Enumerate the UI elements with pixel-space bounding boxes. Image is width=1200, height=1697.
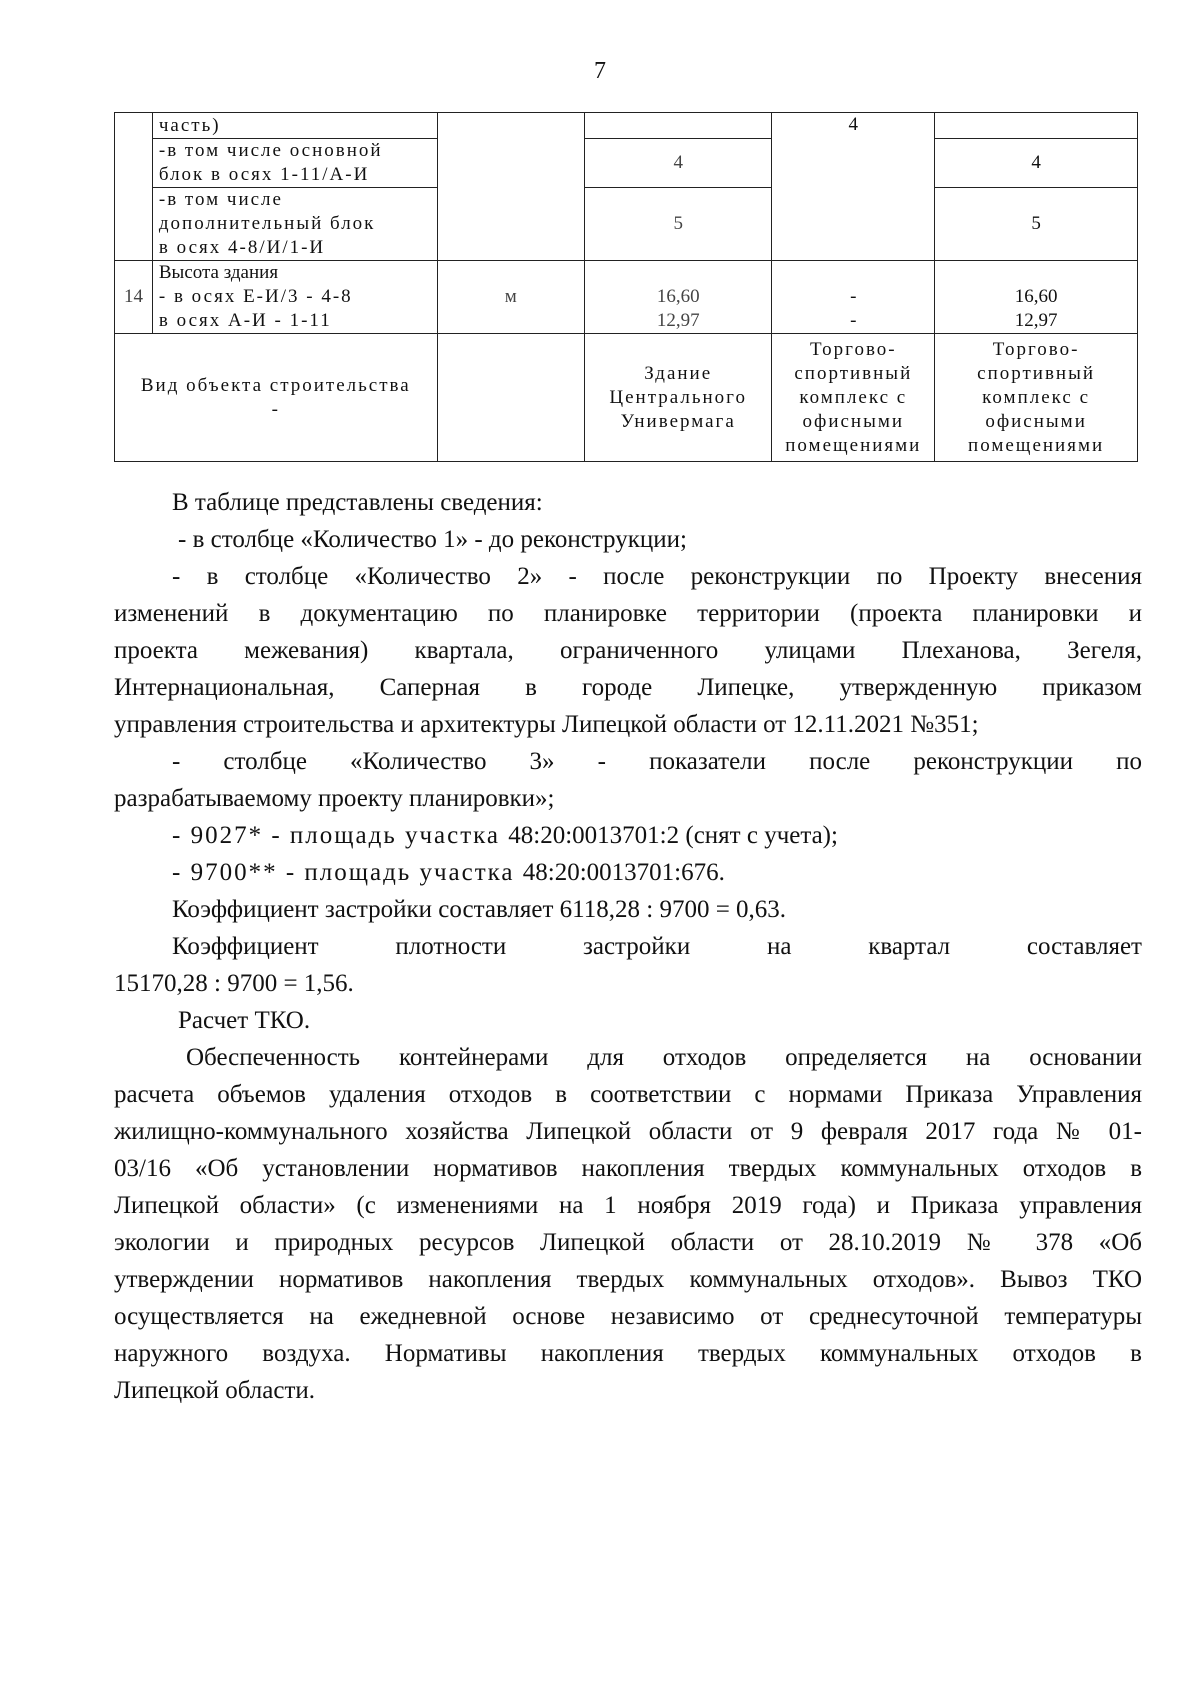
qty1-cell: 16,60 12,97 [585, 261, 772, 334]
table-row [115, 334, 1138, 462]
table-row [115, 139, 1138, 188]
paragraph-line: разрабатываемому проекту планировки»; [114, 785, 555, 812]
list-item: - 9027* - площадь участка 48:20:0013701:2 (снят с учета); [172, 822, 838, 849]
qty3-cell: 5 [935, 188, 1138, 261]
param-name-cell: -в том числе дополнительный блок в осях 4-8/И/1-И [152, 188, 437, 261]
qty1-cell: 4 [585, 139, 772, 188]
paragraph-line: проекта межевания) квартала, ограниченного улицами Плеханова, Зегеля, [114, 637, 1142, 664]
paragraph-line: утверждении нормативов накопления твердых коммунальных отходов». Вывоз ТКО [114, 1266, 1142, 1293]
list-item: - 9700** - площадь участка 48:20:0013701:676. [172, 859, 725, 886]
paragraph-line: наружного воздуха. Нормативы накопления твердых коммунальных отходов в [114, 1340, 1142, 1367]
table-row [115, 113, 1138, 139]
row-number-cell: 14 [115, 261, 153, 334]
vid-label-cell: Вид объекта строительства - [115, 334, 438, 462]
qty1-cell: 5 [585, 188, 772, 261]
table-row [115, 261, 1138, 334]
row-number-cell [115, 113, 153, 261]
paragraph-line: 03/16 «Об установлении нормативов накопления твердых коммунальных отходов в [114, 1155, 1142, 1182]
page-number: 7 [594, 58, 606, 84]
list-item: - в столбце «Количество 2» - после реконструкции по Проекту внесения [172, 563, 1142, 590]
paragraph: В таблице представлены сведения: [172, 489, 543, 516]
table-row [115, 188, 1138, 261]
paragraph-line: изменений в документацию по планировке территории (проекта планировки и [114, 600, 1142, 627]
paragraph-line: жилищно-коммунального хозяйства Липецкой области от 9 февраля 2017 года № 01- [114, 1118, 1142, 1145]
param-name-cell: Высота здания - в осях Е-И/3 - 4-8 в осях А-И - 1-11 [152, 261, 437, 334]
paragraph: Коэффициент застройки составляет 6118,28 : 9700 = 0,63. [172, 896, 787, 923]
qty3-cell: 16,60 12,97 [935, 261, 1138, 334]
paragraph: Коэффициент плотности застройки на квартал составляет [172, 933, 1142, 960]
paragraph-line: Липецкой области. [114, 1377, 316, 1404]
paragraph-line: осуществляется на ежедневной основе независимо от среднесуточной температуры [114, 1303, 1142, 1330]
qty3-cell: Торгово- спортивный комплекс с офисными помещениями [935, 334, 1138, 462]
unit-cell [437, 113, 584, 261]
paragraph-line: расчета объемов удаления отходов в соответствии с нормами Приказа Управления [114, 1081, 1142, 1108]
paragraph-line: Интернациональная, Саперная в городе Липецке, утвержденную приказом [114, 674, 1142, 701]
list-item: - столбце «Количество 3» - показатели после реконструкции по [172, 748, 1142, 775]
unit-cell [437, 334, 584, 462]
qty2-merged-cell: 4 [772, 113, 935, 261]
paragraph-line: 15170,28 : 9700 = 1,56. [114, 970, 354, 997]
qty3-cell: 4 [935, 139, 1138, 188]
body-text [114, 484, 1142, 1409]
paragraph-line: экологии и природных ресурсов Липецкой области от 28.10.2019 № 378 «Об [114, 1229, 1142, 1256]
param-name-cell: часть) [152, 113, 437, 139]
paragraph: Обеспеченность контейнерами для отходов определяется на основании [186, 1044, 1142, 1071]
paragraph-line: Липецкой области» (с изменениями на 1 ноября 2019 года) и Приказа управления [114, 1192, 1142, 1219]
qty2-cell: - - [772, 261, 935, 334]
param-name-cell: -в том числе основной блок в осях 1-11/А-И [152, 139, 437, 188]
list-item: - в столбце «Количество 1» - до реконструкции; [178, 526, 687, 553]
qty3-cell [935, 113, 1138, 139]
qty1-cell: Здание Центрального Универмага [585, 334, 772, 462]
qty1-cell [585, 113, 772, 139]
parameters-table [114, 112, 1138, 462]
unit-cell: м [437, 261, 584, 334]
paragraph-line: управления строительства и архитектуры Липецкой области от 12.11.2021 №351; [114, 711, 979, 738]
qty2-cell: Торгово- спортивный комплекс с офисными помещениями [772, 334, 935, 462]
section-title: Расчет ТКО. [178, 1007, 311, 1034]
